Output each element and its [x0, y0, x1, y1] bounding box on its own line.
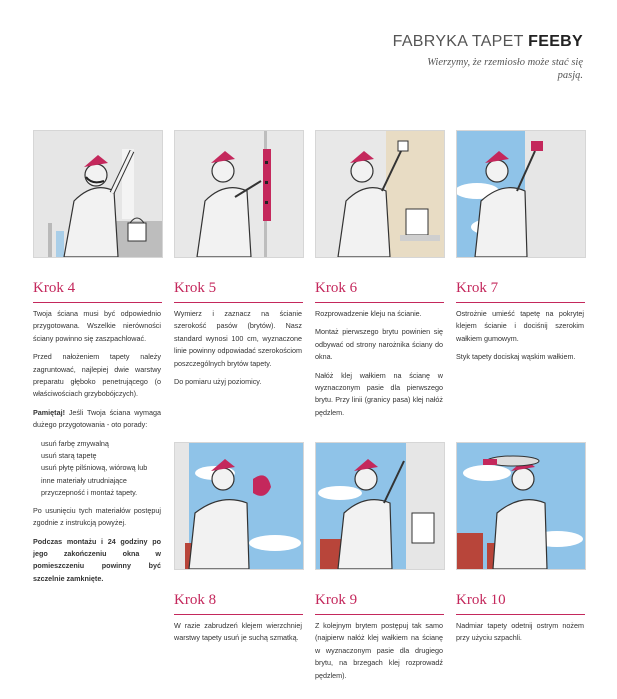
- step-5-rule: [174, 302, 303, 303]
- step-5-p2: Do pomiaru użyj poziomicy.: [174, 377, 262, 387]
- step-5-body: [174, 308, 302, 394]
- step-6-rule: [315, 302, 444, 303]
- step-7-body: [456, 308, 584, 370]
- step-6-p3: Nałóż klej wałkiem na ścianę w wyznaczonym pasie dla pierwszego brytu. Przy linii (granicy pasa) klej nałóż pędzlem.: [315, 370, 443, 417]
- step-9-p1: Z kolejnym brytem postępuj tak samo (najpierw nałóż klej wałkiem na ścianę w wyznaczonym pasie dla drugiego brytu, na brzegach klej rozprowadź pędzlem).: [315, 621, 443, 680]
- step-6-p2: Montaż pierwszego brytu powinien się odbywać od strony narożnika ściany do okna.: [315, 327, 443, 362]
- illustration-step-7: [456, 130, 586, 258]
- step-7-rule: [456, 302, 585, 303]
- step-4-p4: Podczas montażu i 24 godziny po jego zakończeniu okna w pomieszczeniu powinny być szczelnie zamknięte.: [33, 536, 161, 583]
- step-4-note: [33, 407, 161, 432]
- list-item: usuń starą tapetę: [41, 451, 97, 461]
- step-6-p1: Rozprowadzenie kleju na ścianie.: [315, 309, 422, 318]
- step-4-rule: [33, 302, 162, 303]
- step-4-note-label: Pamiętaj!: [33, 407, 65, 417]
- step-4-p1: Twoja ściana musi być odpowiednio przygotowana. Wszelkie nierówności ściany powinno się zaszpachlować.: [33, 309, 161, 343]
- brand-logo: [393, 33, 583, 51]
- step-6-title: Krok 6: [315, 280, 358, 296]
- step-5-title: Krok 5: [174, 280, 217, 296]
- step-4-p2: Przed nałożeniem tapety należy zagruntować, najlepiej dwie warstwy preparatu głęboko penetrującego (o właściwościach grzybobójczych).: [33, 352, 161, 399]
- step-7-p1: Ostrożnie umieść tapetę na pokrytej klejem ścianie i dociśnij szerokim wałkiem gumowym.: [456, 309, 584, 343]
- illustration-step-6: [315, 130, 445, 258]
- illustration-step-9: [315, 442, 445, 570]
- step-10-title: Krok 10: [456, 592, 506, 608]
- illustration-step-8: [174, 442, 304, 570]
- step-4-body: [33, 308, 161, 591]
- step-4-p3: Po usunięciu tych materiałów postępuj zgodnie z instrukcją powyżej.: [33, 505, 161, 528]
- step-8-title: Krok 8: [174, 592, 217, 608]
- step-4-note-text: Jeśli Twoja ściana wymaga dużego przygotowania - oto porady:: [33, 407, 161, 430]
- illustration-step-4: [33, 130, 163, 258]
- step-6-body: [315, 308, 443, 425]
- brand-light: FABRYKA TAPET: [392, 33, 524, 50]
- step-10-body: [456, 620, 584, 651]
- step-8-p1: W razie zabrudzeń klejem wierzchniej warstwy tapety usuń je suchą szmatką.: [174, 621, 302, 643]
- step-4-title: Krok 4: [33, 280, 76, 296]
- step-4-list: [33, 438, 161, 500]
- step-8-rule: [174, 614, 303, 615]
- brand-bold: FEEBY: [528, 33, 583, 50]
- step-10-rule: [456, 614, 585, 615]
- illustration-step-5: [174, 130, 304, 258]
- step-9-title: Krok 9: [315, 592, 358, 608]
- illustration-step-10: [456, 442, 586, 570]
- list-item: usuń farbę zmywalną: [41, 438, 109, 448]
- step-5-p1: Wymierz i zaznacz na ścianie szerokość pasów (brytów). Nasz standard wynosi 100 cm, wyznaczone linie powinny odpowiadać szerokościom poszczególnych brytów tapety.: [174, 309, 302, 368]
- tagline: Wierzymy, że rzemiosło może stać się pasją.: [427, 57, 583, 81]
- step-9-rule: [315, 614, 444, 615]
- step-10-p1: Nadmiar tapety odetnij ostrym nożem przy użyciu szpachli.: [456, 621, 584, 643]
- step-8-body: [174, 620, 302, 651]
- step-7-title: Krok 7: [456, 280, 499, 296]
- step-7-p2: Styk tapety dociskaj wąskim wałkiem.: [456, 352, 576, 362]
- step-9-body: [315, 620, 443, 688]
- list-item: usuń płytę pilśniową, wiórową lub inne materiały utrudniające przyczepność i montaż tapety.: [41, 463, 148, 498]
